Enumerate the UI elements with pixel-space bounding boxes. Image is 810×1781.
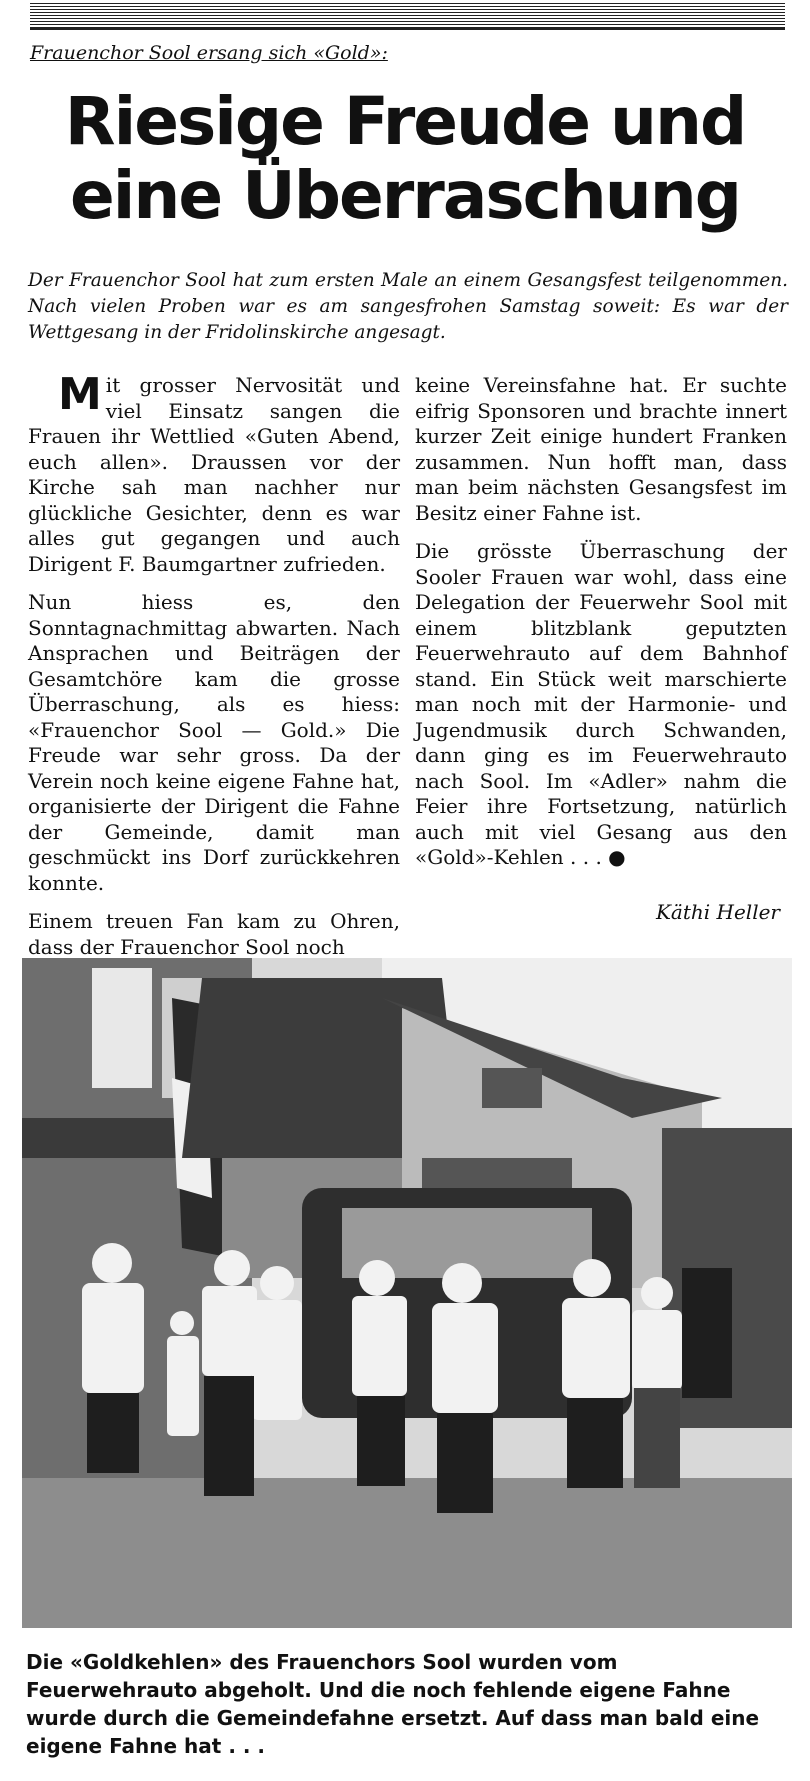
paragraph xyxy=(28,369,400,577)
article-lead: Der Frauenchor Sool hat zum ersten Male an einem Gesangsfest teilgenommen. Nach vielen Proben war es am sangesfrohen Samstag soweit: Es war der Wettgesang in der Fridolinskirche angesagt. xyxy=(28,270,788,343)
article-photo xyxy=(22,958,792,1628)
author-byline: Käthi Heller xyxy=(655,900,780,924)
text-column-1 xyxy=(28,369,400,973)
masthead-rule xyxy=(30,3,785,30)
paragraph: Die grösste Überraschung der Sooler Frauen war wohl, dass eine Delegation der Feuerwehr Sool mit einem blitzblank geputzten Feuerwehrauto auf dem Bahnhof stand. Ein Stück weit marschierte man noch mit der Harmonie- und Jugendmusik durch Schwanden, dann ging es im Feuerwehrauto nach Sool. Im «Adler» nahm die Feier ihre Fortsetzung, natürlich auch mit viel Gesang aus den «Gold»-Kehlen . . . ● xyxy=(415,539,787,869)
paragraph: keine Vereinsfahne hat. Er suchte eifrig Sponsoren und brachte innert kurzer Zeit einige hundert Franken zusammen. Nun hofft man, dass man beim nächsten Gesangsfest im Besitz einer Fahne ist. xyxy=(415,373,787,525)
paragraph: Nun hiess es, den Sonntagnachmittag abwarten. Nach Ansprachen und Beiträgen der Gesamtchöre kam die grosse Überraschung, als es hiess: «Frauenchor Sool — Gold.» Die Freude war sehr gross. Da der Verein noch keine eigene Fahne hat, organisierte der Dirigent die Fahne der Gemeinde, damit man geschmückt ins Dorf zurückkehren konnte. xyxy=(28,590,400,895)
headline-line-1: Riesige Freude und xyxy=(64,83,746,160)
paragraph: Einem treuen Fan kam zu Ohren, dass der Frauenchor Sool noch xyxy=(28,909,400,959)
article-kicker: Frauenchor Sool ersang sich «Gold»: xyxy=(30,42,388,64)
article-headline xyxy=(60,85,750,233)
photo-caption: Die «Goldkehlen» des Frauenchors Sool wurden vom Feuerwehrauto abgeholt. Und die noch fehlende eigene Fahne wurde durch die Gemeindefahne ersetzt. Auf dass man bald eine eigene Fahne hat . . . xyxy=(26,1650,760,1758)
headline-line-2: eine Überraschung xyxy=(70,157,740,234)
paragraph-text: it grosser Nervosität und viel Einsatz sangen die Frauen ihr Wettlied «Guten Abend, euch allen». Draussen vor der Kirche sah man nachher nur glückliche Gesichter, denn es war alles gut gegangen und auch Dirigent F. Baumgartner zufrieden. xyxy=(28,373,400,576)
text-column-2 xyxy=(415,373,787,884)
drop-cap: M xyxy=(58,369,102,420)
